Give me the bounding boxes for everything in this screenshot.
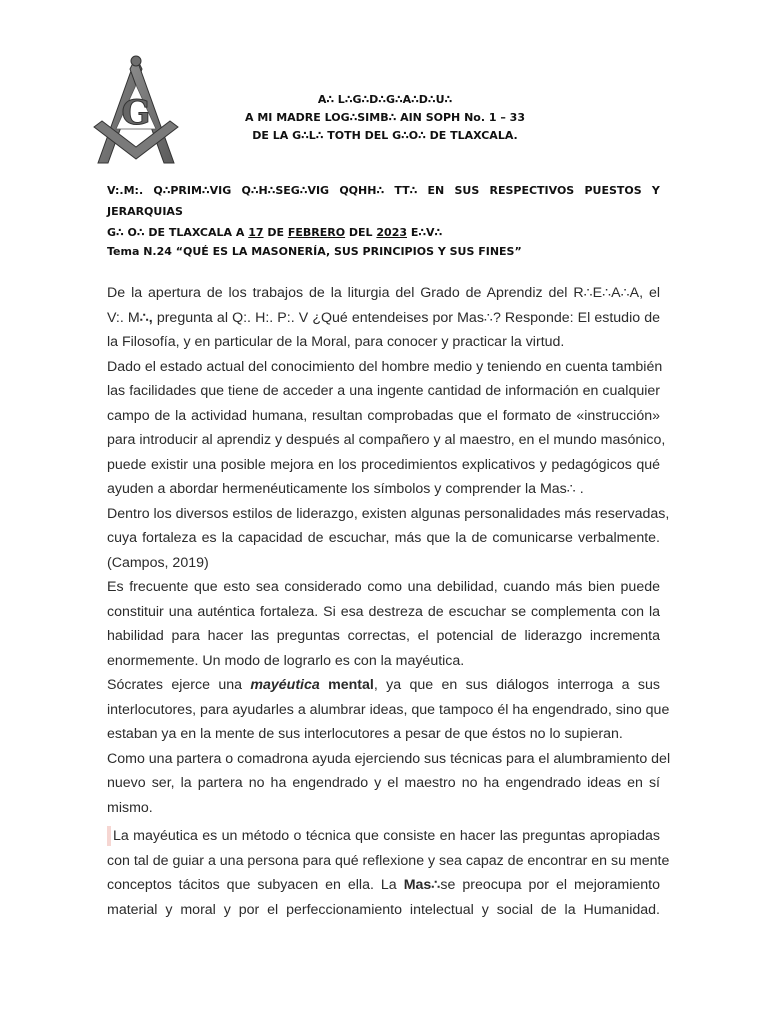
body-line: (Campos, 2019)	[107, 554, 209, 571]
body-line: para introducir al aprendiz y después al compañero y al maestro, en el mundo masónico,	[107, 432, 666, 448]
place-text: G∴ O∴ DE TLAXCALA A	[107, 226, 249, 239]
text-run: ∴,	[139, 309, 153, 326]
highlight-mark	[107, 826, 111, 846]
text-run: Sócrates ejerce una	[107, 677, 251, 693]
greeting-word: QQHH∴	[339, 184, 385, 197]
body-line	[107, 306, 660, 331]
text-run: , ya que en sus diálogos interroga a sus	[373, 677, 660, 693]
document-body	[107, 281, 671, 922]
body-line: las facilidades que tiene de acceder a una ingente cantidad de información en cualquier	[107, 383, 660, 399]
greeting-word: SUS	[454, 184, 480, 197]
body-line: enormemente. Un modo de lograrlo es con la mayéutica.	[107, 652, 465, 669]
body-line: campo de la actividad humana, resultan comprobadas que el formato de «instrucción»	[107, 407, 660, 424]
date-day: 17	[248, 226, 264, 239]
body-line: la Filosofía, y en particular de la Moral, para conocer y practicar la virtud.	[107, 334, 565, 350]
body-line: mismo.	[107, 799, 153, 816]
header-line-3: DE LA G∴L∴ TOTH DEL G∴O∴ DE TLAXCALA.	[252, 129, 518, 142]
place-date-line	[107, 226, 660, 239]
logo-letter: G	[121, 93, 151, 133]
body-line: Dentro los diversos estilos de liderazgo, existen algunas personalidades más reservadas,	[107, 505, 670, 522]
greeting-word: RESPECTIVOS	[489, 184, 575, 197]
header-line-2: A MI MADRE LOG∴SIMB∴ AIN SOPH No. 1 – 33	[244, 111, 525, 124]
greeting-word: Y	[651, 184, 660, 197]
body-line	[107, 873, 660, 898]
date-month: FEBRERO	[287, 226, 346, 239]
body-line: estaban ya en la mente de sus interlocutores a pesar de que éstos no lo supieran.	[107, 726, 623, 742]
date-year: 2023	[376, 226, 408, 239]
greeting-word: EN	[427, 184, 445, 197]
body-line	[107, 673, 660, 698]
body-line: cuya fortaleza es la capacidad de escuchar, más que la de comunicarse verbalmente.	[107, 530, 660, 546]
body-line: interlocutores, para ayudarles a alumbrar ideas, que tampoco él ha engendrado, sino que	[107, 701, 670, 718]
body-line: Como una partera o comadrona ayuda ejerciendo sus técnicas para el alumbramiento del	[107, 750, 671, 767]
greeting-line	[107, 184, 660, 197]
body-line: habilidad para hacer las preguntas correctas, el potencial de liderazgo incrementa	[107, 628, 660, 644]
text-run: mental	[319, 677, 374, 693]
body-line: ayuden a abordar hermenéuticamente los símbolos y comprender la Mas∴ .	[107, 481, 584, 497]
body-line: constituir una auténtica fortaleza. Si esa destreza de escuchar se complementa con la	[107, 603, 660, 620]
greeting-word: Q∴H∴SEG∴VIG	[241, 184, 330, 197]
body-line: De la apertura de los trabajos de la liturgia del Grado de Aprendiz del R∴E∴A∴A, el	[107, 285, 660, 301]
greeting-line-2: JERARQUIAS	[107, 205, 183, 218]
date-sep: DE	[263, 226, 288, 239]
greeting-word: TT∴	[394, 184, 418, 197]
body-line: con tal de guiar a una persona para qué reflexione y sea capaz de encontrar en su mente	[107, 852, 670, 869]
text-run: se preocupa por el mejoramiento	[440, 877, 660, 893]
text-run: pregunta al Q:. H:. P:. V ¿Qué entendeises por Mas∴? Responde: El estudio de	[152, 309, 660, 326]
body-line: Es frecuente que esto sea considerado como una debilidad, cuando más bien puede	[107, 579, 660, 595]
text-run: Mas∴	[403, 877, 441, 893]
text-run: conceptos tácitos que subyacen en ella. La	[107, 877, 404, 893]
body-line: puede existir una posible mejora en los procedimientos explicativos y pedagógicos qué	[107, 456, 660, 473]
date-sep: DEL	[345, 226, 377, 239]
body-line: Dado el estado actual del conocimiento del hombre medio y teniendo en cuenta también	[107, 358, 663, 375]
body-line	[107, 824, 660, 849]
header-line-1: A∴ L∴G∴D∴G∴A∴D∴U∴	[317, 93, 453, 106]
topic-title: Tema N.24 “QUÉ ES LA MASONERÍA, SUS PRINCIPIOS Y SUS FINES”	[107, 245, 522, 258]
square-and-compass-logo	[90, 55, 182, 167]
body-line: material y moral y por el perfeccionamiento intelectual y social de la Humanidad.	[107, 901, 660, 918]
text-run: mayéutica	[250, 677, 320, 693]
greeting-word: V:.M:.	[107, 184, 144, 197]
greeting-word: PUESTOS	[584, 184, 642, 197]
greeting-word: Q∴PRIM∴VIG	[153, 184, 232, 197]
date-era: E∴V∴	[407, 226, 443, 239]
text-run: La mayéutica es un método o técnica que consiste en hacer las preguntas apropiadas	[113, 828, 660, 844]
text-run: V:. M	[107, 309, 140, 326]
body-line: nuevo ser, la partera no ha engendrado y el maestro no ha engendrado ideas en sí	[107, 775, 660, 791]
